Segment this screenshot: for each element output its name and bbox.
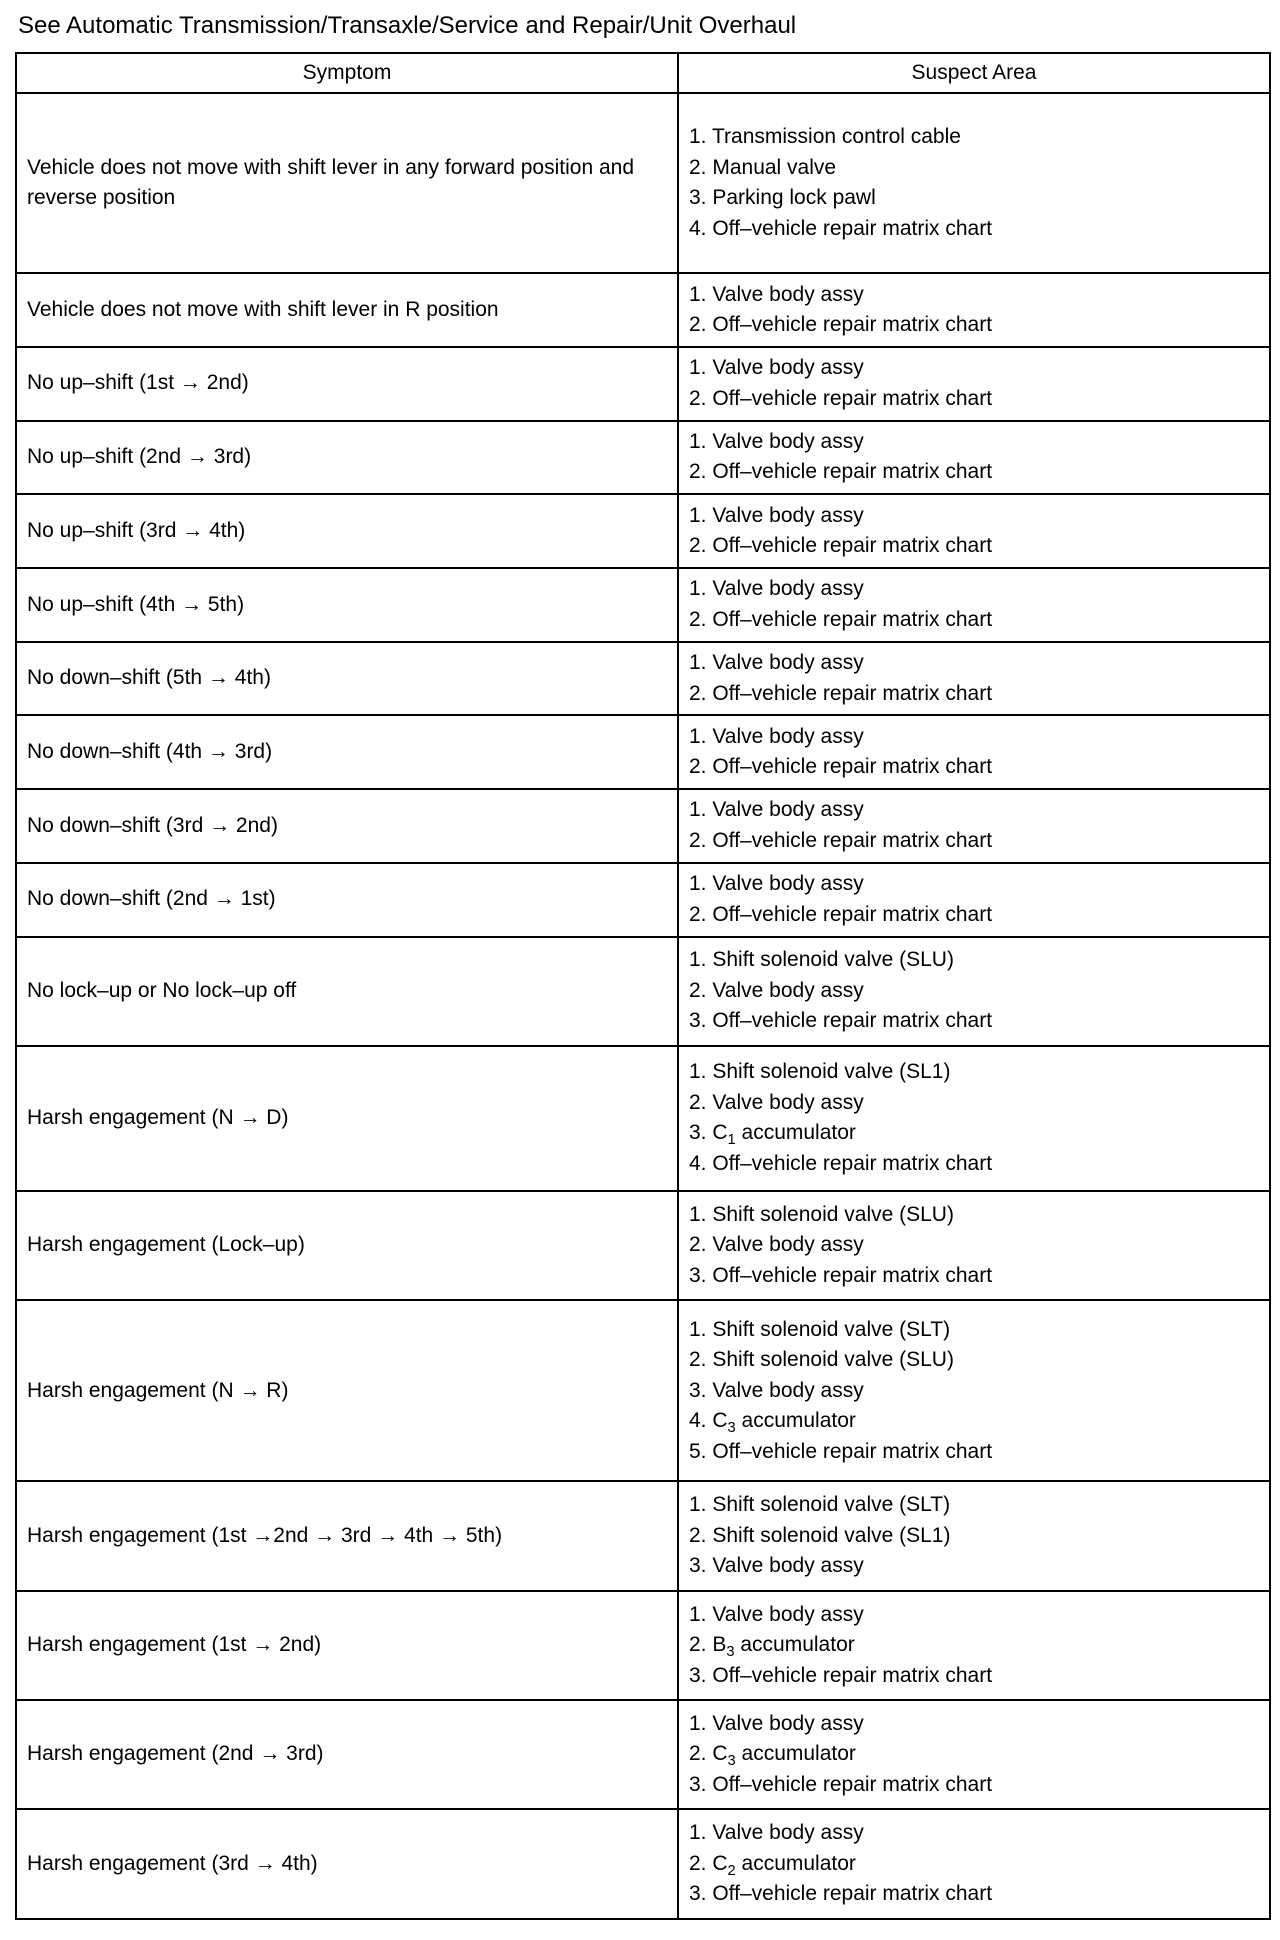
symptom-text: No up–shift (2nd → 3rd) bbox=[27, 445, 252, 469]
symptom-cell bbox=[16, 93, 678, 273]
suspect-area-item: 3. Off–vehicle repair matrix chart bbox=[689, 1772, 993, 1796]
suspect-area-item: 1. Valve body assy bbox=[689, 577, 864, 601]
suspect-area-cell bbox=[678, 273, 1270, 347]
suspect-area-item: 2. Valve body assy bbox=[689, 1090, 864, 1114]
suspect-area-list bbox=[689, 648, 1259, 709]
suspect-area-item: 2. Off–vehicle repair matrix chart bbox=[689, 681, 993, 705]
symptom-text: No up–shift (1st → 2nd) bbox=[27, 371, 249, 395]
symptom-text: Vehicle does not move with shift lever in any forward position and reverse position bbox=[27, 155, 635, 210]
suspect-area-cell bbox=[678, 93, 1270, 273]
suspect-area-list bbox=[689, 869, 1259, 930]
table-row bbox=[16, 347, 1270, 421]
suspect-area-cell bbox=[678, 1046, 1270, 1191]
symptom-cell bbox=[16, 347, 678, 421]
suspect-area-item: 4. Off–vehicle repair matrix chart bbox=[689, 216, 993, 240]
suspect-area-item: 2. Off–vehicle repair matrix chart bbox=[689, 755, 993, 779]
suspect-area-item: 1. Shift solenoid valve (SLT) bbox=[689, 1317, 951, 1341]
suspect-area-list bbox=[689, 795, 1259, 856]
suspect-area-list bbox=[689, 427, 1259, 488]
suspect-area-item: 2. Valve body assy bbox=[689, 978, 864, 1002]
symptom-cell bbox=[16, 568, 678, 642]
suspect-area-item: 2. Shift solenoid valve (SL1) bbox=[689, 1523, 951, 1547]
symptom-text: Harsh engagement (1st →2nd → 3rd → 4th → 5th) bbox=[27, 1523, 503, 1547]
table-row bbox=[16, 937, 1270, 1046]
table-row bbox=[16, 715, 1270, 789]
symptom-text: No down–shift (4th → 3rd) bbox=[27, 740, 273, 763]
table-row bbox=[16, 1191, 1270, 1300]
table-row bbox=[16, 863, 1270, 937]
suspect-area-column-header: Suspect Area bbox=[678, 53, 1270, 93]
suspect-area-item: 3. Valve body assy bbox=[689, 1378, 864, 1402]
suspect-area-list bbox=[689, 945, 1259, 1037]
symptom-cell bbox=[16, 937, 678, 1046]
table-row bbox=[16, 1300, 1270, 1481]
suspect-area-list bbox=[689, 722, 1259, 783]
symptom-cell bbox=[16, 1191, 678, 1300]
suspect-area-item: 1. Valve body assy bbox=[689, 798, 864, 822]
suspect-area-item: 3. Off–vehicle repair matrix chart bbox=[689, 1009, 993, 1033]
suspect-area-list bbox=[689, 1490, 1259, 1582]
suspect-area-item: 1. Shift solenoid valve (SLT) bbox=[689, 1493, 951, 1517]
suspect-area-cell bbox=[678, 1591, 1270, 1700]
suspect-area-item: 2. Off–vehicle repair matrix chart bbox=[689, 902, 993, 926]
symptom-text: Harsh engagement (3rd → 4th) bbox=[27, 1851, 318, 1875]
suspect-area-item: 2. Off–vehicle repair matrix chart bbox=[689, 313, 993, 337]
suspect-area-item: 2. Valve body assy bbox=[689, 1233, 864, 1257]
symptom-text: Harsh engagement (2nd → 3rd) bbox=[27, 1742, 324, 1766]
suspect-area-list bbox=[689, 122, 1259, 244]
suspect-area-item: 1. Valve body assy bbox=[689, 1602, 864, 1626]
suspect-area-item: 3. Off–vehicle repair matrix chart bbox=[689, 1263, 993, 1287]
symptom-cell bbox=[16, 1481, 678, 1590]
suspect-area-list bbox=[689, 1315, 1259, 1468]
suspect-area-item: 1. Valve body assy bbox=[689, 429, 864, 453]
symptom-text: No up–shift (4th → 5th) bbox=[27, 592, 245, 616]
symptom-cell bbox=[16, 642, 678, 716]
suspect-area-cell bbox=[678, 642, 1270, 716]
table-row bbox=[16, 1481, 1270, 1590]
suspect-area-item: 5. Off–vehicle repair matrix chart bbox=[689, 1439, 993, 1463]
symptom-cell bbox=[16, 715, 678, 789]
symptom-column-header: Symptom bbox=[16, 53, 678, 93]
suspect-area-item: 1. Valve body assy bbox=[689, 724, 864, 748]
suspect-area-cell bbox=[678, 347, 1270, 421]
suspect-area-item: 1. Shift solenoid valve (SLU) bbox=[689, 1202, 954, 1226]
symptom-cell bbox=[16, 1300, 678, 1481]
table-row bbox=[16, 421, 1270, 495]
table-row bbox=[16, 789, 1270, 863]
table-header-row bbox=[16, 53, 1270, 93]
symptom-cell bbox=[16, 1591, 678, 1700]
table-row bbox=[16, 1700, 1270, 1809]
suspect-area-item: 2. Off–vehicle repair matrix chart bbox=[689, 534, 993, 558]
suspect-area-item: 1. Shift solenoid valve (SLU) bbox=[689, 948, 954, 972]
suspect-area-item: 2. $B_3$ accumulator bbox=[689, 1633, 855, 1661]
suspect-area-item: 3. Off–vehicle repair matrix chart bbox=[689, 1882, 993, 1906]
symptom-cell bbox=[16, 1809, 678, 1919]
suspect-area-list bbox=[689, 1818, 1259, 1910]
symptom-text: No lock–up or No lock–up off bbox=[27, 978, 297, 1002]
suspect-area-item: 1. Valve body assy bbox=[689, 503, 864, 527]
suspect-area-cell bbox=[678, 421, 1270, 495]
suspect-area-cell bbox=[678, 1191, 1270, 1300]
suspect-area-cell bbox=[678, 1300, 1270, 1481]
symptom-cell bbox=[16, 421, 678, 495]
suspect-area-list bbox=[689, 1709, 1259, 1801]
symptom-text: Vehicle does not move with shift lever in R position bbox=[27, 297, 499, 321]
suspect-area-item: 1. Shift solenoid valve (SL1) bbox=[689, 1060, 951, 1084]
symptom-text: Harsh engagement (N → D) bbox=[27, 1106, 289, 1130]
suspect-area-item: 3. Off–vehicle repair matrix chart bbox=[689, 1663, 993, 1687]
symptom-table bbox=[15, 52, 1271, 1920]
suspect-area-cell bbox=[678, 494, 1270, 568]
suspect-area-item: 2. Off–vehicle repair matrix chart bbox=[689, 386, 993, 410]
suspect-area-list bbox=[689, 280, 1259, 341]
suspect-area-item: 1. Transmission control cable bbox=[689, 125, 961, 149]
suspect-area-cell bbox=[678, 1481, 1270, 1590]
suspect-area-item: 3. $C_1$ accumulator bbox=[689, 1121, 856, 1149]
suspect-area-item: 2. Shift solenoid valve (SLU) bbox=[689, 1348, 954, 1372]
symptom-cell bbox=[16, 789, 678, 863]
suspect-area-cell bbox=[678, 715, 1270, 789]
suspect-area-cell bbox=[678, 568, 1270, 642]
table-row bbox=[16, 494, 1270, 568]
symptom-text: No down–shift (2nd → 1st) bbox=[27, 887, 276, 911]
page-heading: See Automatic Transmission/Transaxle/Service and Repair/Unit Overhaul bbox=[18, 12, 797, 39]
suspect-area-cell bbox=[678, 1700, 1270, 1809]
suspect-area-item: 2. $C_2$ accumulator bbox=[689, 1851, 856, 1880]
table-row bbox=[16, 568, 1270, 642]
suspect-area-item: 1. Valve body assy bbox=[689, 282, 864, 306]
symptom-cell bbox=[16, 1700, 678, 1809]
table-row bbox=[16, 1046, 1270, 1191]
suspect-area-item: 1. Valve body assy bbox=[689, 872, 864, 896]
table-row bbox=[16, 1809, 1270, 1919]
symptom-text: No up–shift (3rd → 4th) bbox=[27, 518, 246, 542]
suspect-area-item: 4. Off–vehicle repair matrix chart bbox=[689, 1151, 993, 1175]
suspect-area-cell bbox=[678, 937, 1270, 1046]
suspect-area-item: 4. $C_3$ accumulator bbox=[689, 1409, 856, 1437]
symptom-text: Harsh engagement (Lock–up) bbox=[27, 1233, 305, 1257]
suspect-area-list bbox=[689, 1600, 1259, 1692]
suspect-area-list bbox=[689, 1057, 1259, 1179]
symptom-text: Harsh engagement (N → R) bbox=[27, 1378, 289, 1402]
symptom-cell bbox=[16, 1046, 678, 1191]
symptom-cell bbox=[16, 273, 678, 347]
symptom-cell bbox=[16, 863, 678, 937]
suspect-area-list bbox=[689, 501, 1259, 562]
suspect-area-list bbox=[689, 574, 1259, 635]
suspect-area-item: 3. Valve body assy bbox=[689, 1554, 864, 1578]
symptom-text: No down–shift (5th → 4th) bbox=[27, 666, 271, 690]
suspect-area-item: 2. Off–vehicle repair matrix chart bbox=[689, 607, 993, 631]
suspect-area-cell bbox=[678, 1809, 1270, 1919]
symptom-cell bbox=[16, 494, 678, 568]
symptom-text: Harsh engagement (1st → 2nd) bbox=[27, 1633, 322, 1657]
suspect-area-item: 1. Valve body assy bbox=[689, 651, 864, 675]
table-row bbox=[16, 1591, 1270, 1700]
symptom-text: No down–shift (3rd → 2nd) bbox=[27, 813, 278, 837]
table-row bbox=[16, 642, 1270, 716]
suspect-area-item: 2. $C_3$ accumulator bbox=[689, 1742, 856, 1770]
suspect-area-cell bbox=[678, 863, 1270, 937]
suspect-area-list bbox=[689, 1200, 1259, 1292]
suspect-area-item: 2. Off–vehicle repair matrix chart bbox=[689, 828, 993, 852]
suspect-area-item: 1. Valve body assy bbox=[689, 1821, 864, 1845]
suspect-area-list bbox=[689, 353, 1259, 414]
suspect-area-item: 1. Valve body assy bbox=[689, 356, 864, 380]
suspect-area-item: 1. Valve body assy bbox=[689, 1711, 864, 1735]
suspect-area-item: 3. Parking lock pawl bbox=[689, 186, 876, 210]
suspect-area-cell bbox=[678, 789, 1270, 863]
suspect-area-item: 2. Off–vehicle repair matrix chart bbox=[689, 460, 993, 484]
table-row bbox=[16, 273, 1270, 347]
suspect-area-item: 2. Manual valve bbox=[689, 155, 837, 179]
table-row bbox=[16, 93, 1270, 273]
